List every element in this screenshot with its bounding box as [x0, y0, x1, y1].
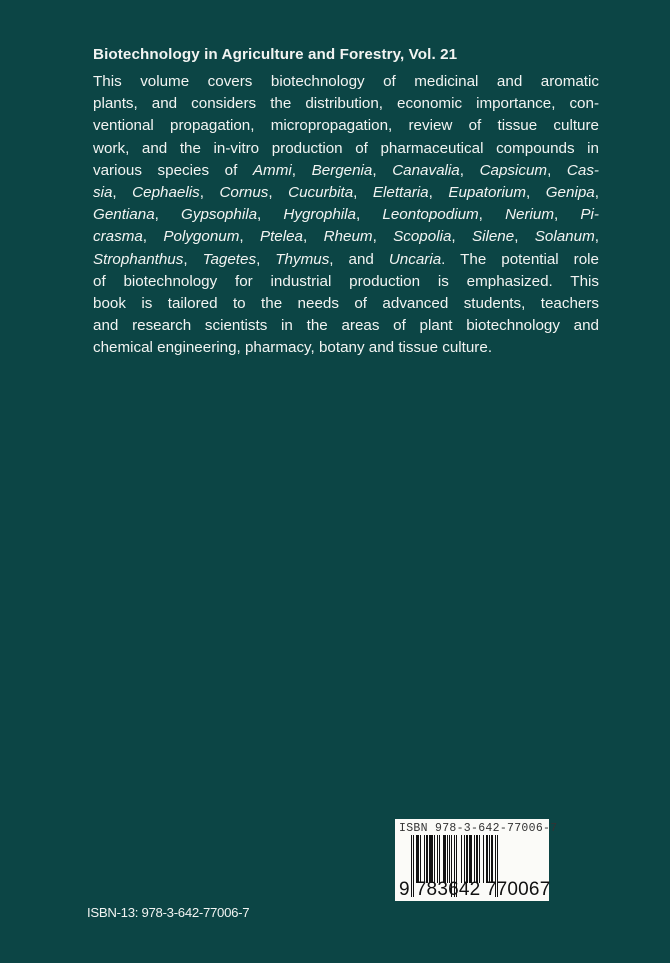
- species-name: Polygonum: [163, 228, 240, 246]
- species-name: Gentiana: [93, 206, 155, 224]
- species-name: Rheum: [323, 228, 373, 246]
- species-name: Leontopodium: [382, 206, 479, 224]
- blurb-text: ventional propagation, micropropagation, review of tissue culture: [93, 117, 599, 135]
- blurb-text: ,: [547, 161, 567, 179]
- species-name: Thymus: [275, 250, 330, 268]
- series-title: Biotechnology in Agriculture and Forestry, Vol. 21: [93, 46, 458, 63]
- blurb-line: [93, 293, 599, 315]
- blurb-text: ,: [372, 228, 394, 246]
- blurb-text: ,: [112, 184, 133, 202]
- species-name: Solanum: [534, 228, 595, 246]
- blurb-line: [93, 337, 599, 359]
- species-name: Gypsophila: [181, 206, 258, 224]
- blurb-text: ,: [554, 206, 581, 224]
- barcode-isbn-label: ISBN 978-3-642-77006-7: [399, 822, 558, 835]
- blurb-line: [93, 204, 599, 226]
- species-name: Pi-: [580, 206, 599, 224]
- blurb-text: ,: [594, 184, 599, 202]
- species-name: Elettaria: [372, 184, 429, 202]
- blurb-text: book is tailored to the needs of advanced students, teachers: [93, 295, 599, 313]
- blurb-line: [93, 226, 599, 248]
- description-paragraph: [93, 71, 599, 360]
- blurb-text: , and: [329, 250, 389, 268]
- blurb-line: [93, 271, 599, 293]
- species-name: sia: [93, 184, 113, 202]
- species-name: Cornus: [219, 184, 269, 202]
- blurb-text: ,: [459, 161, 480, 179]
- blurb-text: ,: [256, 250, 276, 268]
- blurb-text: ,: [303, 228, 324, 246]
- blurb-text: ,: [154, 206, 182, 224]
- blurb-text: ,: [199, 184, 220, 202]
- species-name: Bergenia: [311, 161, 373, 179]
- species-name: Silene: [471, 228, 515, 246]
- blurb-text: work, and the in-vitro production of pharmaceutical compounds in: [93, 139, 599, 157]
- barcode-first-digit: 9: [399, 879, 410, 900]
- species-name: Tagetes: [202, 250, 257, 268]
- blurb-text: ,: [353, 184, 373, 202]
- species-name: Cephaelis: [132, 184, 200, 202]
- blurb-text: of biotechnology for industrial production is emphasized. This: [93, 272, 599, 290]
- species-name: Cucurbita: [288, 184, 354, 202]
- barcode-digits: [399, 879, 550, 901]
- blurb-text: ,: [356, 206, 383, 224]
- blurb-text: ,: [291, 161, 312, 179]
- blurb-text: ,: [594, 228, 599, 246]
- isbn-13-text: ISBN-13: 978-3-642-77006-7: [87, 905, 250, 920]
- species-name: Ptelea: [259, 228, 304, 246]
- blurb-text: ,: [142, 228, 164, 246]
- blurb-line: [93, 71, 599, 93]
- barcode-digit-groups: 783642 770067: [415, 879, 551, 900]
- blurb-text: This volume covers biotechnology of medicinal and aromatic: [93, 73, 599, 90]
- species-name: Eupatorium: [448, 184, 526, 202]
- blurb-text: . The potential role: [441, 250, 599, 268]
- blurb-line: [93, 93, 599, 115]
- blurb-text: ,: [268, 184, 289, 202]
- blurb-text: ,: [478, 206, 506, 224]
- species-name: Hygrophila: [283, 206, 357, 224]
- species-name: Strophanthus: [93, 250, 184, 268]
- isbn-barcode: [395, 819, 558, 901]
- blurb-text: ,: [239, 228, 260, 246]
- blurb-text: ,: [257, 206, 284, 224]
- blurb-line: [93, 138, 599, 160]
- blurb-text: ,: [526, 184, 546, 202]
- blurb-text: ,: [514, 228, 535, 246]
- blurb-text: and research scientists in the areas of plant biotechnology and: [93, 317, 599, 335]
- species-name: Canavalia: [392, 161, 460, 179]
- blurb-line: [93, 115, 599, 137]
- species-name: Ammi: [252, 161, 292, 179]
- blurb-text: ,: [183, 250, 203, 268]
- blurb-line: [93, 160, 599, 182]
- blurb-text: plants, and considers the distribution, economic importance, con-: [93, 95, 599, 113]
- species-name: Genipa: [545, 184, 595, 202]
- blurb-line: [93, 315, 599, 337]
- blurb-line: [93, 182, 599, 204]
- species-name: Scopolia: [393, 228, 452, 246]
- blurb-text: various species of: [93, 161, 253, 179]
- species-name: Capsicum: [479, 161, 548, 179]
- species-name: Cas-: [566, 161, 599, 179]
- blurb-text: chemical engineering, pharmacy, botany and tissue culture.: [93, 339, 493, 357]
- species-name: Nerium: [505, 206, 555, 224]
- species-name: crasma: [93, 228, 143, 246]
- blurb-line: [93, 249, 599, 271]
- blurb-text: ,: [451, 228, 472, 246]
- blurb-text: ,: [428, 184, 449, 202]
- blurb-text: ,: [372, 161, 393, 179]
- species-name: Uncaria: [388, 250, 442, 268]
